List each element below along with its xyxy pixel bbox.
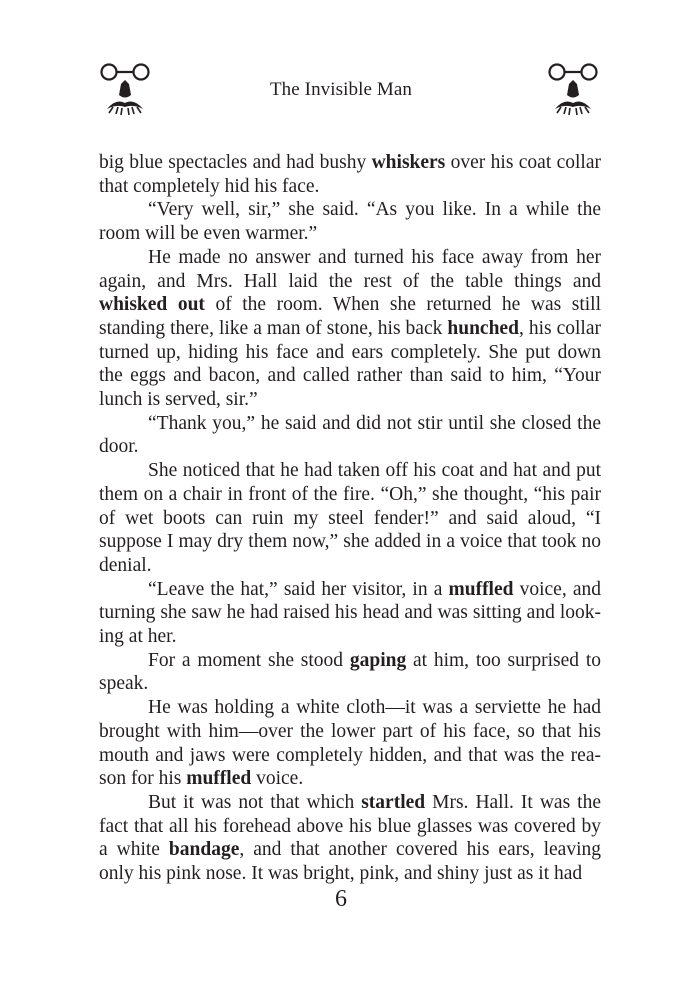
paragraph: “Very well, sir,” she said. “As you like. In a while the room will be even warmer.” [99,199,601,245]
paragraph: For a moment she stood gaping at him, too surprised to speak. [99,649,601,695]
paragraph: big blue spectacles and had bushy whiskers over his coat collar that completely hid his face. [99,152,601,197]
body-text [99,151,601,886]
page-number: 6 [335,886,347,912]
vocabulary-word: whiskers [371,152,446,173]
vocabulary-word: muffled [186,768,252,790]
vocabulary-word: bandage [168,839,240,861]
invisible-man-face-icon [547,62,599,116]
paragraph: “Thank you,” he said and did not stir until she closed the door. [99,412,601,458]
paragraph: “Leave the hat,” said her visitor, in a muffled voice, and turning she saw he had raised his head and was sitting and looking at her. [99,578,601,648]
vocabulary-word: muffled [448,578,514,600]
vocabulary-word: whisked out [99,294,205,316]
paragraph: She noticed that he had taken off his coat and hat and put them on a chair in front of the fire. “Oh,” she thought, “his pair of wet boots can ruin my steel fender!” and said aloud, “I suppose I may dry them now,” she added in a voice that took no denial. [99,460,601,576]
paragraph: He was holding a white cloth—it was a serviette he had brought with him—over the lower part of his face, so that his mouth and jaws were completely hidden, and that was the reason for his muffled voice. [99,697,601,790]
paragraph: He made no answer and turned his face away from her again, and Mrs. Hall laid the rest of the table things and whisked out of the room. When she returned he was still standing there, like a man of stone, his back hunched, his collar turned up, hiding his face and ears completely. She put down the eggs and bacon, and called rather than said to him, “Your lunch is served, sir.” [99,246,601,411]
vocabulary-word: hunched [447,317,519,339]
vocabulary-word: startled [361,791,426,813]
running-header-title: The Invisible Man [269,79,413,100]
vocabulary-word: gaping [349,649,407,671]
paragraph: But it was not that which startled Mrs. Hall. It was the fact that all his forehead above his blue glasses was covered by a white bandage, and that another covered his ears, leaving only his pink nose. It was bright, pink, and shiny just as it had [99,791,602,885]
